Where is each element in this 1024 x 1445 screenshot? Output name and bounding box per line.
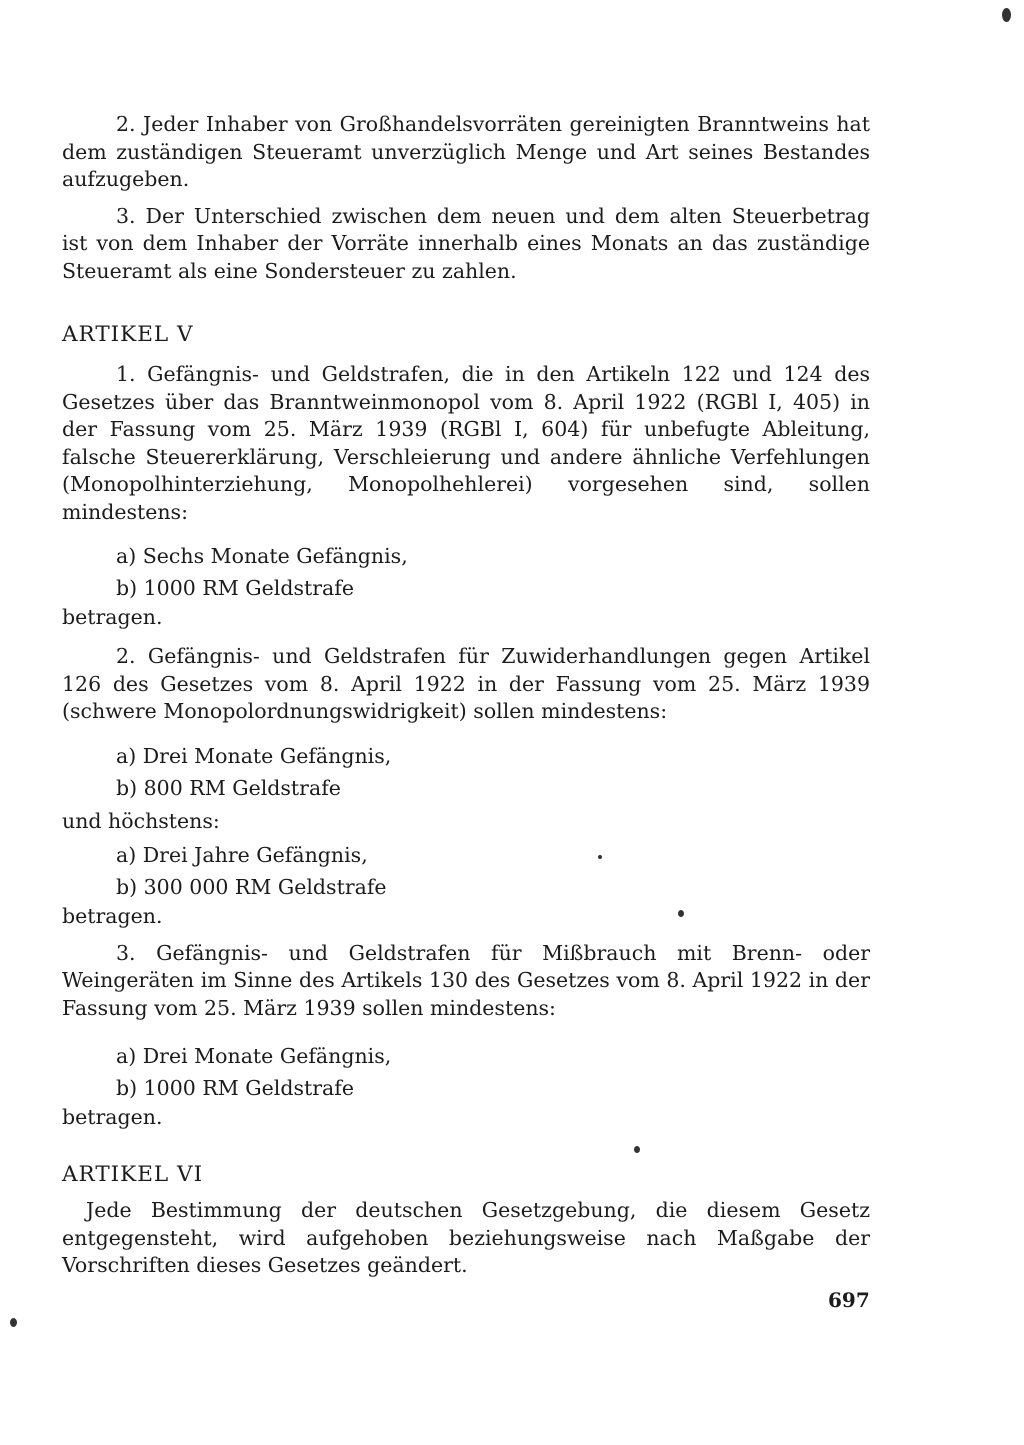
list-item: b) 1000 RM Geldstrafe <box>116 576 354 600</box>
paragraph-end: betragen. <box>62 605 163 629</box>
paragraph-end: betragen. <box>62 903 163 928</box>
paragraph-6-1: Jede Bestimmung der deutschen Gesetzgebung, die diesem Gesetz entgegensteht, wird aufgehoben beziehungsweise nach Maßgabe der Vorschriften dieses Gesetzes geändert. <box>62 1198 870 1277</box>
document-page <box>62 108 870 1280</box>
penalty-list-5-3 <box>116 1040 870 1104</box>
paragraph-end: betragen. <box>62 1105 163 1129</box>
paragraph-mid: und höchstens: <box>62 808 220 833</box>
penalty-list-5-2-max <box>116 839 870 903</box>
list-item: a) Drei Jahre Gefängnis, <box>116 842 368 867</box>
paragraph-5-2: 2. Gefängnis- und Geldstrafen für Zuwiderhandlungen gegen Artikel 126 des Gesetzes vom 8. April 1922 in der Fassung vom 25. März 1939 (schwere Monopolordnungswidrigkeit) sollen mindestens: <box>62 644 870 723</box>
scan-speck <box>1002 8 1011 22</box>
page-number: 697 <box>828 1288 870 1312</box>
article-6-heading: ARTIKEL VI <box>62 1162 204 1187</box>
list-item: a) Drei Monate Gefängnis, <box>116 1044 392 1068</box>
paragraph-4-3: 3. Der Unterschied zwischen dem neuen und dem alten Steuerbetrag ist von dem Inhaber der Vorräte innerhalb eines Monats an das zuständige Steueramt als eine Sondersteuer zu zahlen. <box>62 203 870 283</box>
paragraph-4-2: 2. Jeder Inhaber von Großhandelsvorräten gereinigten Branntweins hat dem zuständigen Steueramt unverzüglich Menge und Art seines Bestandes aufzugeben. <box>62 112 870 191</box>
list-item: a) Drei Monate Gefängnis, <box>116 743 392 768</box>
scan-speck <box>10 1318 17 1327</box>
paragraph-5-1: 1. Gefängnis- und Geldstrafen, die in den Artikeln 122 und 124 des Gesetzes über das Branntweinmonopol vom 8. April 1922 (RGBl I, 405) in der Fassung vom 25. März 1939 (RGBl I, 604) für unbefugte Ableitung, falsche Steuererklärung, Verschleierung und andere ähnliche Verfehlungen (Monopolhinterziehung, Monopolhehlerei) vorgesehen sind, sollen mindestens: <box>62 362 870 524</box>
article-5-heading: ARTIKEL V <box>62 322 194 347</box>
paragraph-5-3: 3. Gefängnis- und Geldstrafen für Mißbrauch mit Brenn- oder Weingeräten im Sinne des Artikels 130 des Gesetzes vom 8. April 1922 in der Fassung vom 25. März 1939 sollen mindestens: <box>62 940 870 1020</box>
list-item: a) Sechs Monate Gefängnis, <box>116 544 408 568</box>
penalty-list-5-2-min <box>116 740 870 804</box>
penalty-list-5-1 <box>116 540 870 604</box>
list-item: b) 1000 RM Geldstrafe <box>116 1076 354 1100</box>
list-item: b) 800 RM Geldstrafe <box>116 775 341 800</box>
list-item: b) 300 000 RM Geldstrafe <box>116 874 387 899</box>
